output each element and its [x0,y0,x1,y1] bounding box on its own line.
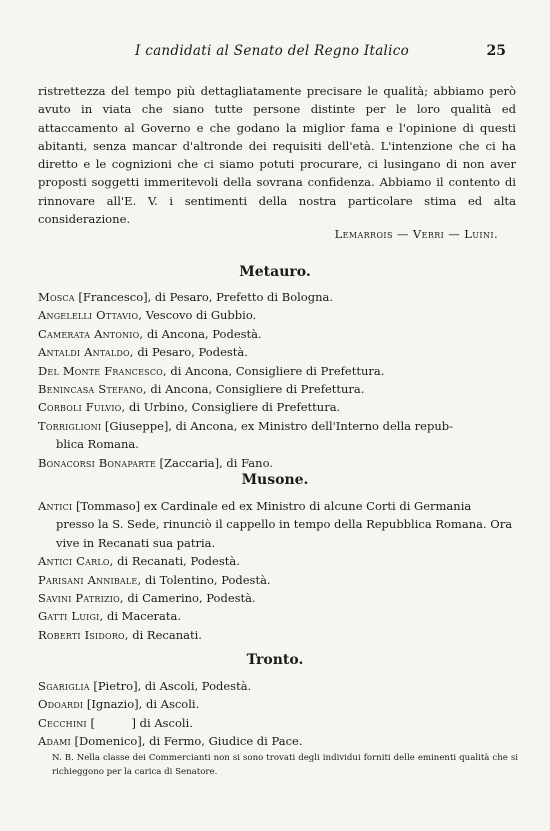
list-item: Del Monte Francesco, di Ancona, Consigliere di Prefettura. [38,363,385,378]
list-item: Corboli Fulvio, di Urbino, Consigliere di Prefettura. [38,400,341,415]
list-item: Camerata Antonio, di Ancona, Podestà. [38,326,262,341]
section-title-tronto: Tronto. [246,652,304,668]
list-item: Bonacorsi Bonaparte [Zaccaria], di Fano. [38,455,273,470]
list-item: Parisani Annibale, di Tolentino, Podestà. [38,572,271,587]
list-item: Gatti Luigi, di Macerata. [38,609,182,624]
list-item: Savini Patrizio, di Camerino, Podestà. [38,591,256,606]
section-list-tronto [38,677,518,751]
list-item: Sgariglia [Pietro], di Ascoli, Podestà. [38,679,252,693]
running-title: I candidati al Senato del Regno Italico [135,43,410,59]
section-list-metauro [38,288,518,472]
running-header [40,43,510,63]
section-title-musone: Musone. [241,472,309,488]
signature-line [335,227,498,241]
intro-paragraph: ristrettezza del tempo più dettagliatamente precisare le qualità; abbiamo però avuto in viata che siano tutte persone distinte per le loro qualità ed attaccamento al Governo e che godano la miglior fama e l'opinione di questi abitanti, senza mancar d'altronde dei requisiti dell'età. L'intenzione che ci ha diretto e le cognizioni che ci siamo potuti procurare, ci lusingano di non aver proposti soggetti immeritevoli della sovrana confidenza. Abbiamo il contento di rinnovare all'E. V. i sentimenti della nostra particolare stima ed alta considerazione. [38,84,516,227]
list-item: Roberti Isidoro, di Recanati. [38,627,202,642]
list-item: Mosca [Francesco], di Pesaro, Prefetto di Bologna. [38,290,333,304]
list-item: Cecchini [ ] di Ascoli. [38,715,193,730]
list-item: Antici [Tommaso] ex Cardinale ed ex Ministro di alcune Corti di Germania presso la S. Sede, rinunciò il cappello in tempo della Repubblica Romana. Ora vive in Recanati sua patria. [38,499,513,550]
footnote: N. B. Nella classe dei Commercianti non si sono trovati degli individui forniti delle eminenti qualità che si richieggono per la carica di Senatore. [52,753,518,777]
signatories: Lemarrois — Verri — Luini. [334,227,498,241]
list-item: Benincasa Stefano, di Ancona, Consigliere di Prefettura. [38,382,365,397]
list-item: Odoardi [Ignazio], di Ascoli. [38,697,200,712]
list-item: Antici Carlo, di Recanati, Podestà. [38,554,240,569]
list-item: Angelelli Ottavio, Vescovo di Gubbio. [38,308,257,323]
section-list-musone [38,497,518,644]
list-item: Torriglioni [Giuseppe], di Ancona, ex Ministro dell'Interno della repub- blica Romana. [38,418,453,452]
section-title-metauro: Metauro. [239,264,311,280]
page-number: 25 [486,43,506,59]
list-item: Antaldi Antaldo, di Pesaro, Podestà. [38,345,248,360]
list-item: Adami [Domenico], di Fermo, Giudice di Pace. [38,734,303,749]
